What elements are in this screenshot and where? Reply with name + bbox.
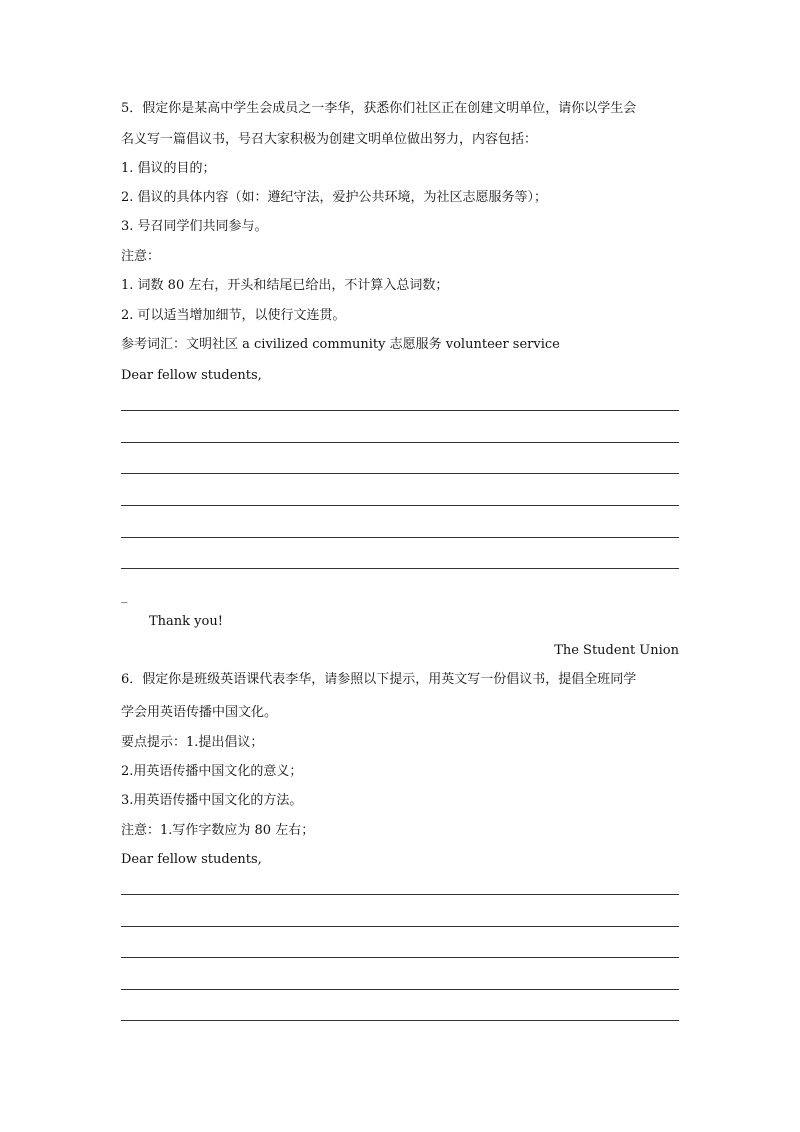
q5-closing: Thank you! xyxy=(149,614,223,629)
answer-line xyxy=(121,505,679,506)
answer-line xyxy=(121,989,679,990)
q5-note-title: 注意： xyxy=(121,249,161,264)
q6-prompt-line-2: 学会用英语传播中国文化。 xyxy=(121,705,278,720)
answer-line xyxy=(121,894,679,895)
q6-hint-2: 2.用英语传播中国文化的意义； xyxy=(121,764,303,779)
q5-signature: The Student Union xyxy=(554,643,679,658)
q5-prompt-line-2: 名义写一篇倡议书，号召大家积极为创建文明单位做出努力，内容包括： xyxy=(121,132,538,147)
q6-prompt-line-1: 6．假定你是班级英语课代表李华，请参照以下提示，用英文写一份倡议书，提倡全班同学 xyxy=(121,672,637,687)
q6-note: 注意：1.写作字数应为 80 左右； xyxy=(121,823,315,838)
q6-hint-1: 要点提示：1.提出倡议； xyxy=(121,735,264,750)
q5-greeting: Dear fellow students, xyxy=(121,368,262,383)
answer-line xyxy=(121,473,679,474)
answer-line xyxy=(121,1020,679,1021)
answer-line xyxy=(121,957,679,958)
q5-underscore: _ xyxy=(121,589,128,604)
q5-point-1: 1. 倡议的目的； xyxy=(121,161,216,176)
q5-prompt-line-1: 5．假定你是某高中学生会成员之一李华，获悉你们社区正在创建文明单位，请你以学生会 xyxy=(121,101,637,116)
q5-point-3: 3. 号召同学们共同参与。 xyxy=(121,219,268,234)
answer-line xyxy=(121,410,679,411)
q5-point-2: 2. 倡议的具体内容（如：遵纪守法，爱护公共环境，为社区志愿服务等）； xyxy=(121,190,548,205)
q5-note-2: 2. 可以适当增加细节，以使行文连贯。 xyxy=(121,308,346,323)
answer-line xyxy=(121,537,679,538)
q5-note-1: 1. 词数 80 左右，开头和结尾已给出，不计算入总词数； xyxy=(121,278,449,293)
answer-line xyxy=(121,442,679,443)
q5-vocabulary: 参考词汇：文明社区 a civilized community 志愿服务 volunteer service xyxy=(121,337,560,352)
answer-line xyxy=(121,568,679,569)
answer-line xyxy=(121,926,679,927)
q6-greeting: Dear fellow students, xyxy=(121,852,262,867)
q6-hint-3: 3.用英语传播中国文化的方法。 xyxy=(121,793,303,808)
